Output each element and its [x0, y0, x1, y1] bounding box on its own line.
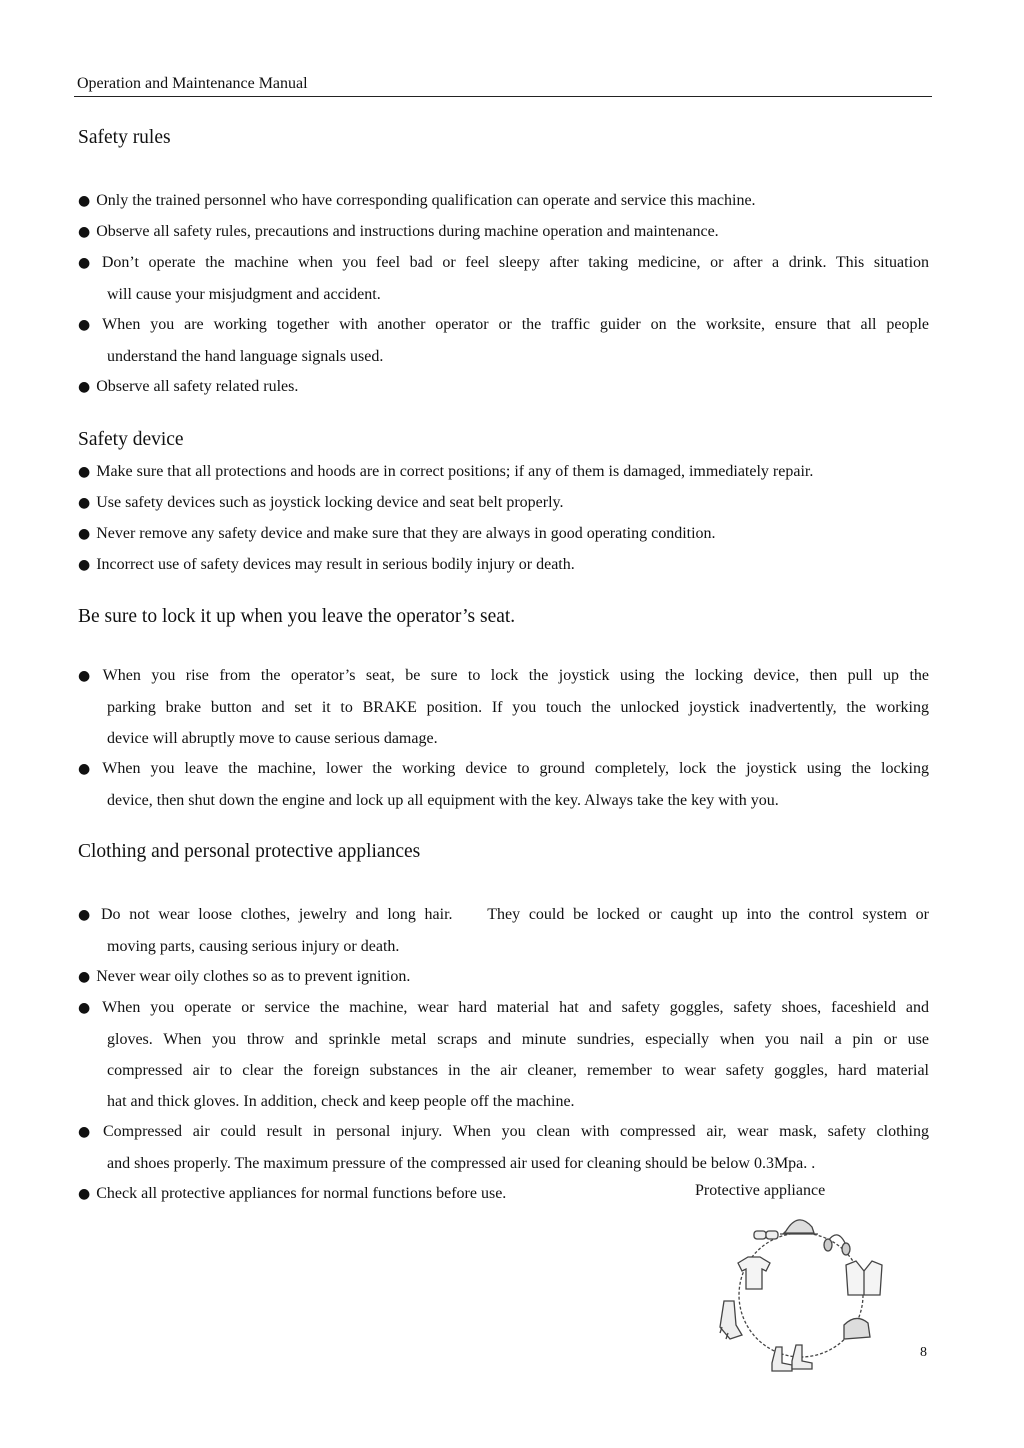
hard-hat-icon [780, 1220, 818, 1234]
list-item: ● Never wear oily clothes so as to prevent ignition. [78, 961, 929, 993]
list-item: ● When you are working together with another operator or the traffic guider on the worksite, ensure that all people understand the hand language signals used. [78, 309, 929, 372]
header-rule [74, 96, 932, 97]
list-item: ● Observe all safety rules, precautions and instructions during machine operation and maintenance. [78, 216, 929, 248]
boots-icon [772, 1345, 812, 1371]
list-item: ● When you operate or service the machine, wear hard material hat and safety goggles, safety shoes, faceshield and gloves. When you throw and sprinkle metal scraps and minute sundries, especially when you nail a pin or use compressed air to clear the foreign substances in the air cleaner, remember to wear safety goggles, hard material hat and thick gloves. In addition, check and keep people off the machine. [78, 992, 929, 1117]
goggles-icon [754, 1231, 778, 1239]
section-title-lock-up: Be sure to lock it up when you leave the operator’s seat. [78, 606, 516, 627]
list-item: ● Incorrect use of safety devices may result in serious bodily injury or death. [78, 549, 929, 581]
list-item: ● Never remove any safety device and make sure that they are always in good operating condition. [78, 518, 929, 550]
list-item: ● Don’t operate the machine when you feel bad or feel sleepy after taking medicine, or after a drink. This situation will cause your misjudgment and accident. [78, 247, 929, 310]
safety-vest-icon [846, 1261, 882, 1295]
list-item: ● Compressed air could result in personal injury. When you clean with compressed air, wear mask, safety clothing and shoes properly. The maximum pressure of the compressed air used for cleaning should be below 0.3Mpa. . [78, 1116, 929, 1179]
protective-appliance-illustration [716, 1205, 886, 1377]
glove-icon [720, 1301, 742, 1339]
list-item: ● Observe all safety related rules. [78, 371, 929, 403]
page-number: 8 [920, 1345, 927, 1360]
section-title-clothing: Clothing and personal protective appliances [78, 841, 421, 862]
list-item: ● Use safety devices such as joystick locking device and seat belt properly. [78, 487, 929, 519]
safety-shoe-icon [844, 1318, 870, 1339]
list-item: ● Do not wear loose clothes, jewelry and long hair. They could be locked or caught up into the control system or moving parts, causing serious injury or death. [78, 899, 929, 962]
section-title-safety-device: Safety device [78, 429, 184, 450]
list-item: ● Check all protective appliances for normal functions before use. [78, 1178, 678, 1210]
figure-caption: Protective appliance [695, 1182, 826, 1199]
running-header: Operation and Maintenance Manual [77, 75, 308, 92]
list-item: ● When you rise from the operator’s seat, be sure to lock the joystick using the locking device, then pull up the parking brake button and set it to BRAKE position. If you touch the unlocked joystick inadvertently, the working device will abruptly move to cause serious damage. [78, 660, 929, 754]
list-item: ● When you leave the machine, lower the working device to ground completely, lock the joystick using the locking device, then shut down the engine and lock up all equipment with the key. Always take the key with you. [78, 753, 929, 816]
section-title-safety-rules: Safety rules [78, 127, 171, 148]
list-item: ● Make sure that all protections and hoods are in correct positions; if any of them is damaged, immediately repair. [78, 456, 929, 488]
list-item: ● Only the trained personnel who have corresponding qualification can operate and service this machine. [78, 185, 929, 217]
